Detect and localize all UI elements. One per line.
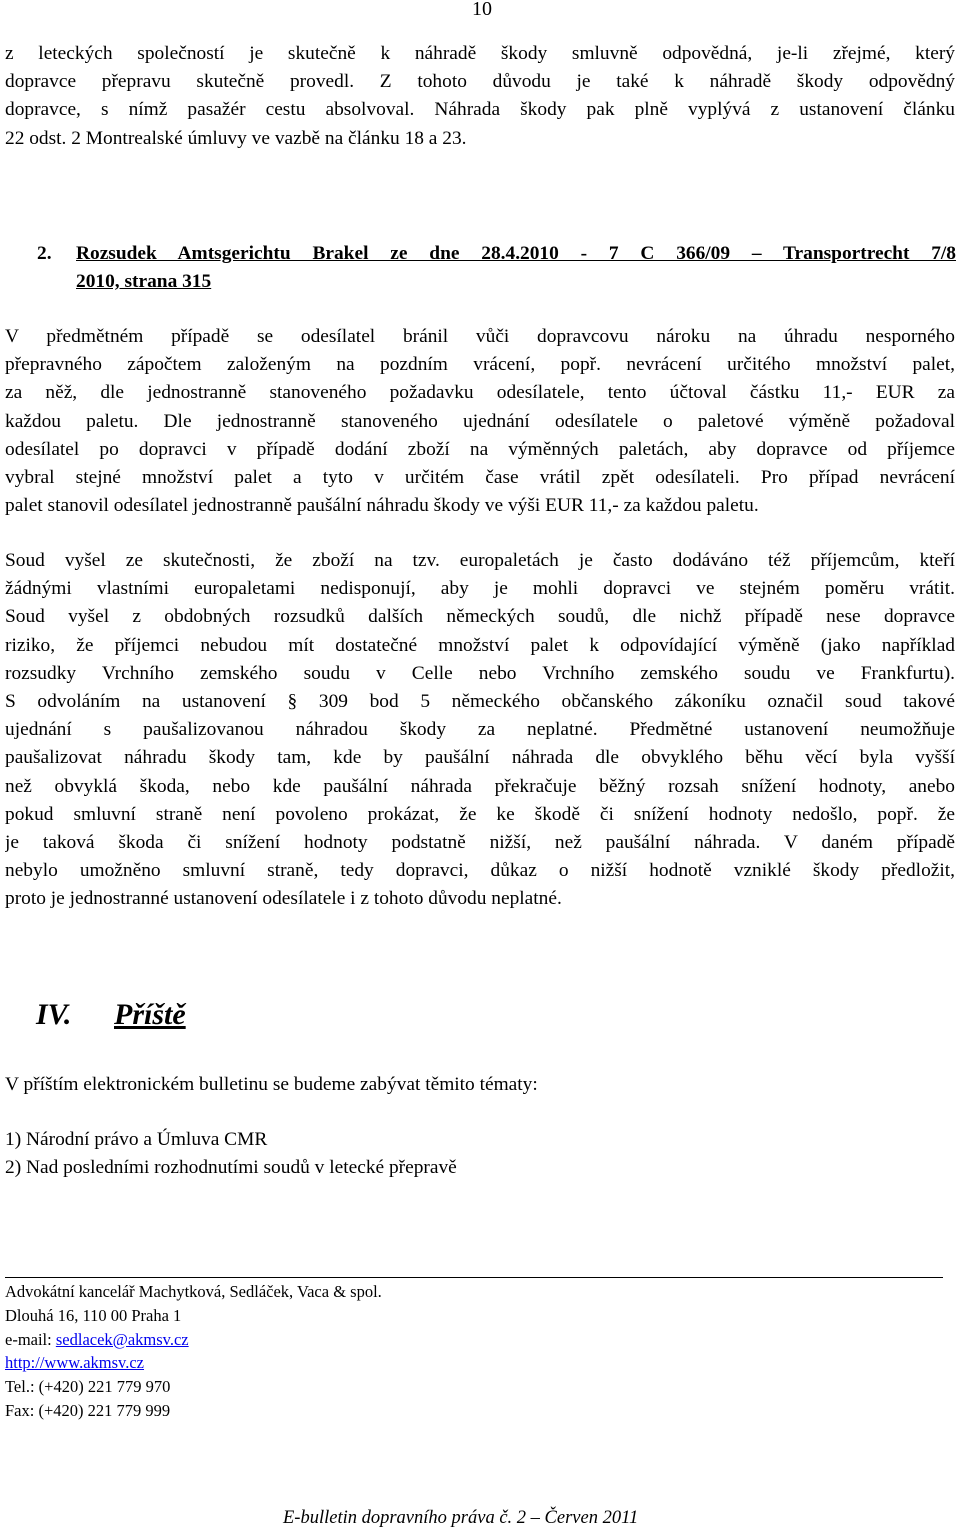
text-line: nebylo umožněno smluvní straně, tedy dopravci, důkaz o nižší hodnotě vzniklé škody předložit, <box>5 860 955 882</box>
firm-name: Advokátní kancelář Machytková, Sedláček, Vaca & spol. <box>5 1282 382 1301</box>
contact-block <box>5 1280 382 1423</box>
text-line: riziko, že příjemci nebudou mít dostatečné množství palet k odpovídající výměně (jako například <box>5 634 955 656</box>
page-number: 10 <box>472 0 492 20</box>
text-line: S odvoláním na ustanovení § 309 bod 5 německého občanského zákoníku označil soud takové <box>5 690 955 712</box>
text-line: palet stanovil odesílatel jednostranně paušální náhradu škody ve výši EUR 11,- za každou paletu. <box>5 495 759 517</box>
text-line: dopravce, s nímž pasažér cestu absolvoval. Náhrada škody pak plně vyplývá z ustanovení článku <box>5 99 955 121</box>
heading-line: Rozsudek Amtsgerichtu Brakel ze dne 28.4.2010 - 7 C 366/09 – Transportrecht 7/8 <box>76 243 956 264</box>
address: Dlouhá 16, 110 00 Praha 1 <box>5 1305 182 1325</box>
text-line: odesílatel po dopravci v případě dodání zboží na výměnných paletách, aby dopravce od příjemce <box>5 438 955 460</box>
case-paragraph-ruling <box>5 547 955 913</box>
case-number: 2. <box>37 243 52 264</box>
case-heading <box>76 240 956 296</box>
web-link[interactable]: http://www.akmsv.cz <box>5 1353 145 1373</box>
case-paragraph-facts <box>5 323 955 520</box>
text-line: V předmětném případě se odesílatel bránil vůči dopravcovu nároku na úhradu nesporného <box>5 326 955 347</box>
section-number: IV. <box>36 998 72 1031</box>
text-line: proto je jednostranné ustanovení odesílatele i z tohoto důvodu neplatné. <box>5 888 562 910</box>
text-line: každou paletu. Dle jednostranně stanoveného ujednání odesílatele o paletové výměně požadoval <box>5 410 955 432</box>
text-line: Soud vyšel z obdobných rozsudků dalších německých soudů, dle nichž případě nese dopravce <box>5 606 955 628</box>
text-line: z leteckých společností je skutečně k náhradě škody smluvně odpovědná, je-li zřejmé, který <box>5 43 955 64</box>
section-intro: V příštím elektronickém bulletinu se budeme zabývat těmito tématy: <box>5 1074 538 1095</box>
section-title: Příště <box>114 998 186 1031</box>
text-line: dopravce přepravu skutečně provedl. Z tohoto důvodu je také k náhradě škody odpovědný <box>5 71 955 93</box>
section-heading <box>36 998 186 1032</box>
intro-paragraph <box>5 40 955 153</box>
text-line: vybral stejné množství palet a tyto v určitém čase vrátil zpět odesílateli. Pro případ nevrácení <box>5 466 955 488</box>
text-line: ujednání s paušalizovanou náhradou škody za neplatné. Předmětné ustanovení neumožňuje <box>5 719 955 741</box>
text-line: 22 odst. 2 Montrealské úmluvy ve vazbě na článku 18 a 23. <box>5 127 467 149</box>
text-line: rozsudky Vrchního zemského soudu v Celle nebo Vrchního zemského soudu ve Frankfurtu). <box>5 662 955 684</box>
fax: Fax: (+420) 221 779 999 <box>5 1400 171 1420</box>
text-line: je taková škoda či snížení hodnoty podstatně nižší, než paušální náhrada. V daném případě <box>5 831 955 853</box>
text-line: za něž, dle jednostranně stanoveného požadavku odesílatele, tento účtoval částku 11,- EUR za <box>5 382 955 404</box>
heading-line: 2010, strana 315 <box>76 271 212 293</box>
text-line: Soud vyšel ze skutečnosti, že zboží na tzv. europaletách je často dodáváno též příjemcům, kteří <box>5 550 955 571</box>
text-line: pokud smluvní straně není povoleno prokázat, že ke škodě či snížení hodnoty nedošlo, popř. že <box>5 803 955 825</box>
text-line: paušalizovat náhradu škody tam, kde by paušální náhrada dle obvyklého běhu věcí byla vyšší <box>5 747 955 769</box>
footer-divider <box>5 1277 943 1278</box>
text-line: přepravného zápočtem založeným na pozdním vrácení, popř. nevrácení určitého množství palet, <box>5 354 955 376</box>
bulletin-footer: E-bulletin dopravního práva č. 2 – Červen 2011 <box>283 1508 639 1528</box>
email-link[interactable]: sedlacek@akmsv.cz <box>55 1329 189 1349</box>
text-line: než obvyklá škoda, nebo kde paušální náhrada překračuje běžný rozsah snížení hodnoty, anebo <box>5 775 955 797</box>
text-line: žádnými vlastními europaletami nedisponují, aby je mohli dopravci ve stejném poměru vrátit. <box>5 578 955 600</box>
phone: Tel.: (+420) 221 779 970 <box>5 1377 171 1397</box>
email-line <box>5 1328 382 1352</box>
topic-item: 1) Národní právo a Úmluva CMR <box>5 1129 268 1150</box>
topic-item: 2) Nad posledními rozhodnutími soudů v letecké přepravě <box>5 1157 457 1178</box>
email-label: e-mail: <box>5 1329 56 1349</box>
